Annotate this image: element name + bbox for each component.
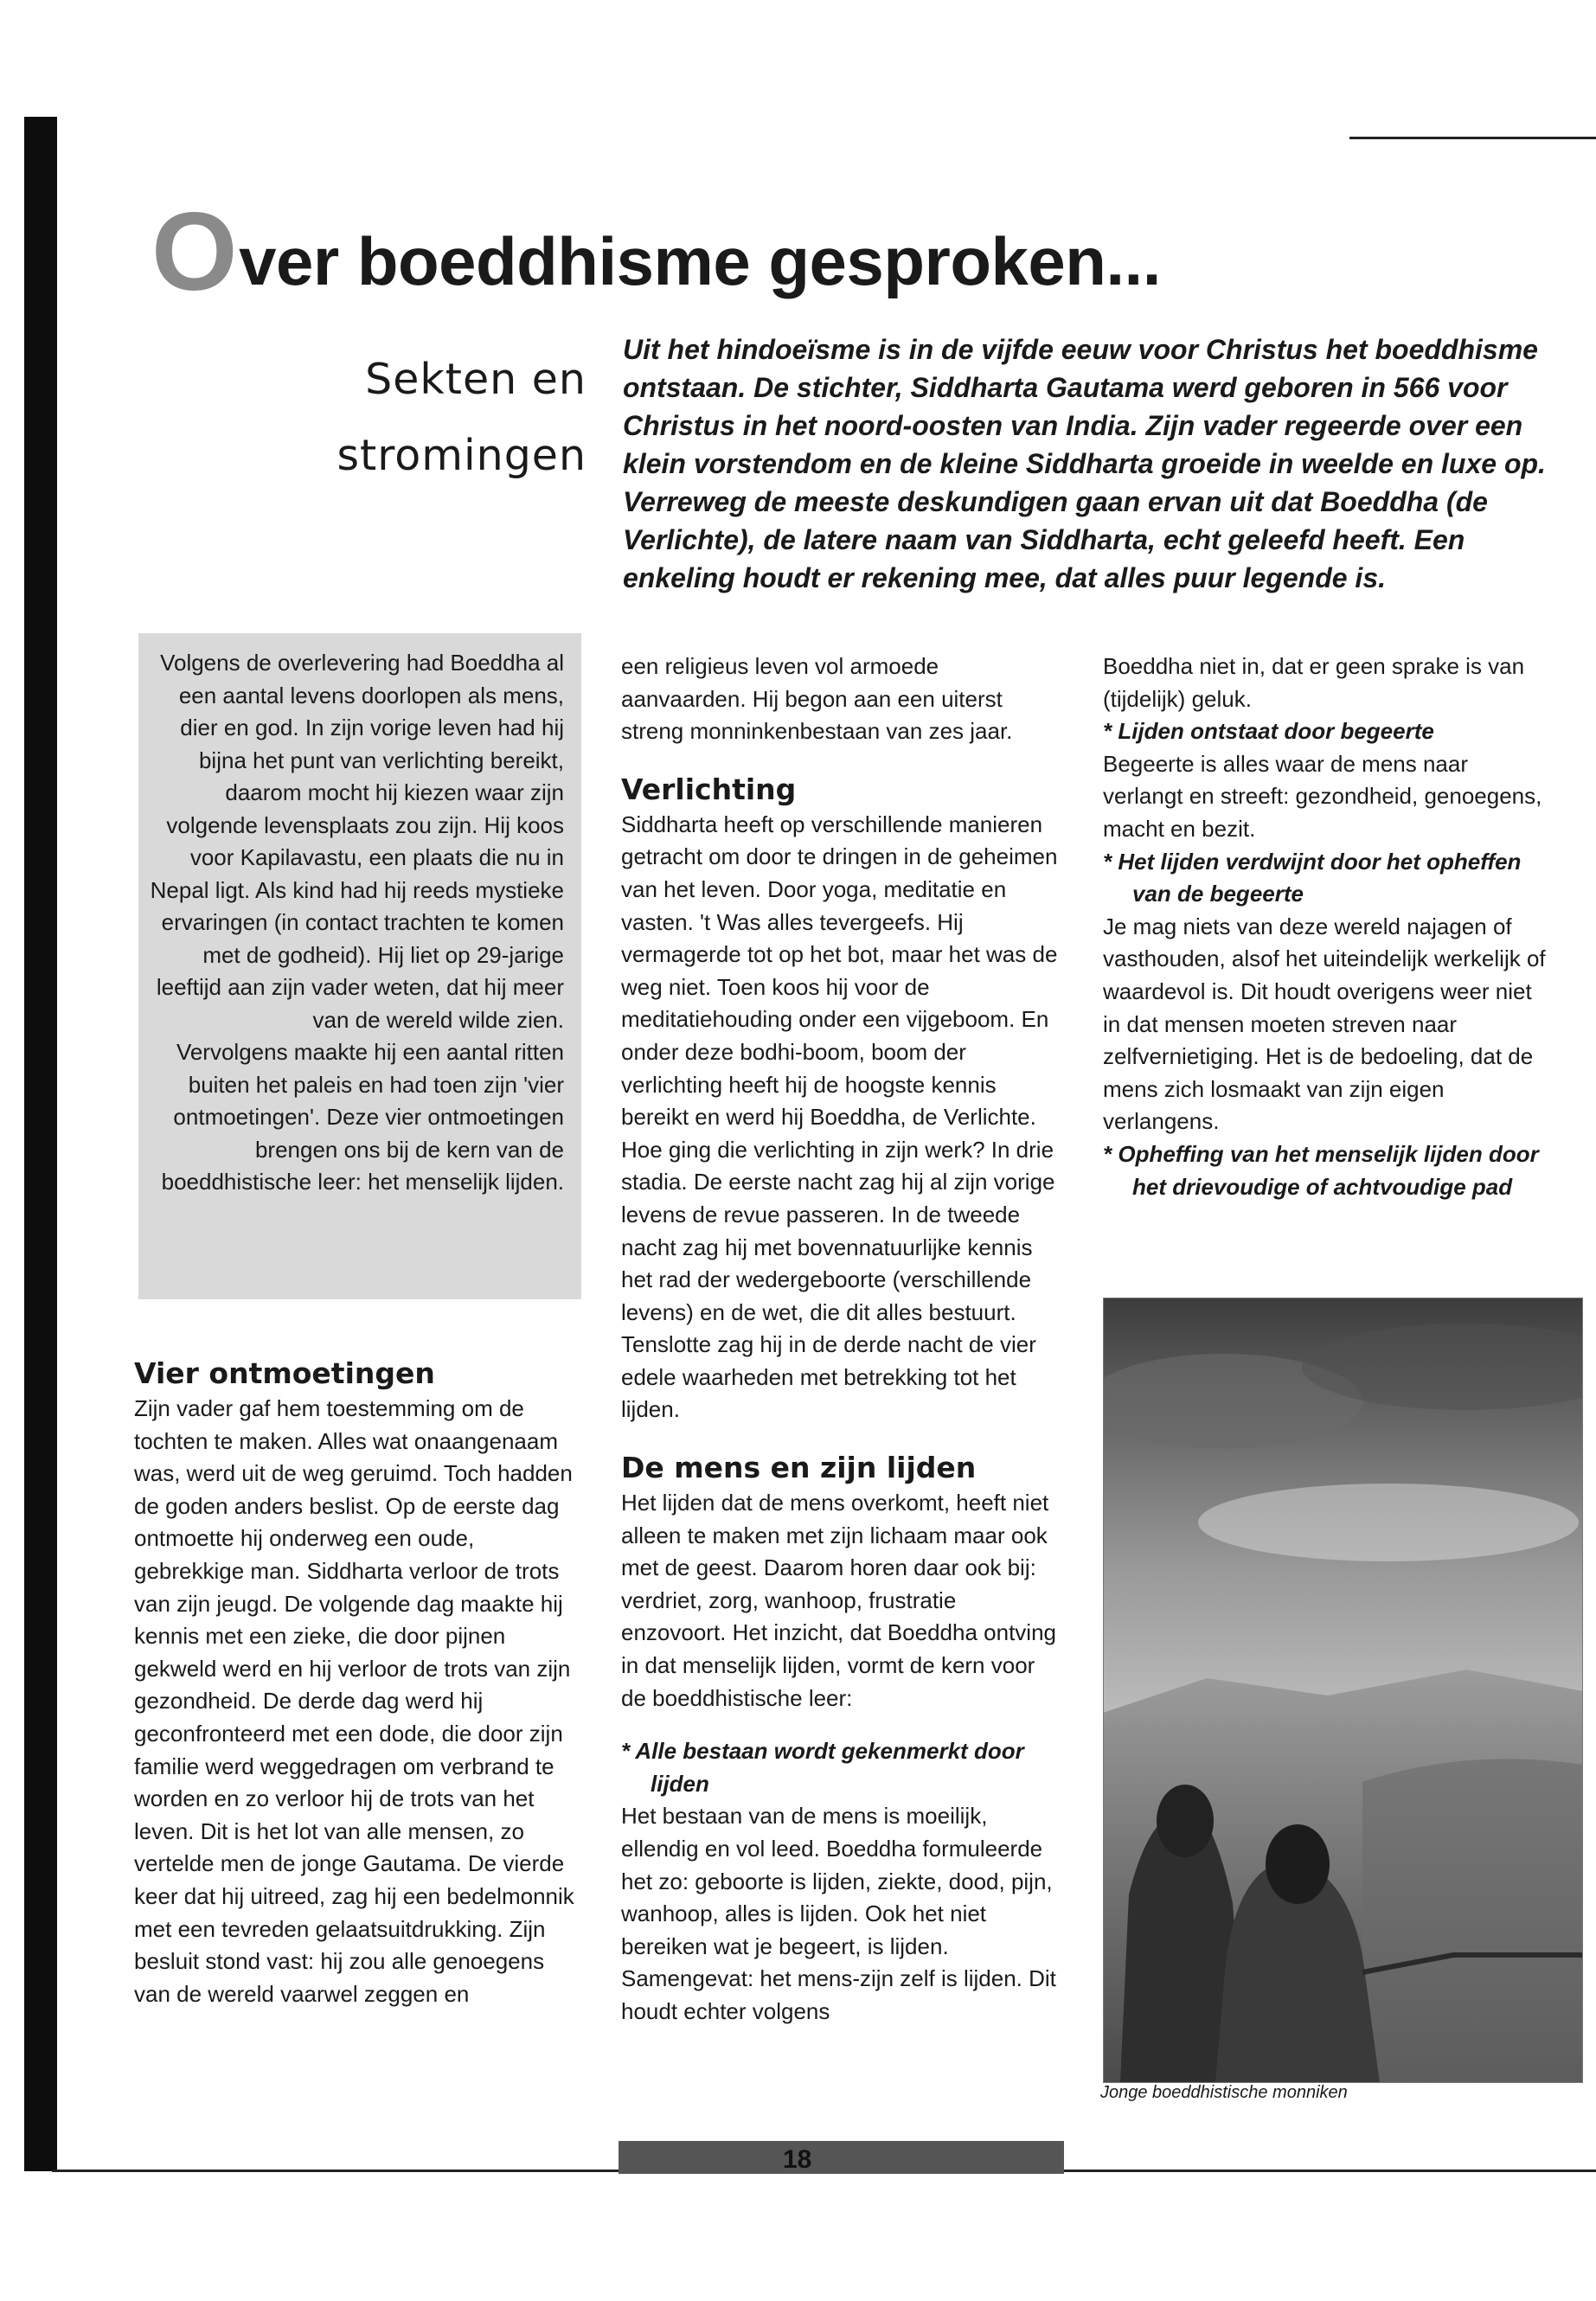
bullet-lijden-verdwijnt: * Het lijden verdwijnt door het opheffen van de begeerte — [1103, 848, 1522, 907]
heading-verlichting: Verlichting — [621, 772, 797, 806]
sidebar — [149, 647, 564, 1199]
sidebar-paragraph-2: Vervolgens maakte hij een aantal ritten buiten het paleis en had toen zijn 'vier ontmoetingen'. Deze vier ontmoetingen brengen ons bij de kern van de boeddhistische leer: het menselijk lijden. — [161, 1039, 564, 1195]
bullet-opheffing: * Opheffing van het menselijk lijden door het drievoudige of achtvoudige pad — [1103, 1140, 1539, 1200]
column-1-text: Zijn vader gaf hem toestemming om de tochten te maken. Alles wat onaangenaam was, werd uit de weg geruimd. Toch hadden de goden anders beslist. Op de eerste dag ontmoette hij onderweg een oude, gebrekkige man. Siddharta verloor de trots van zijn jeugd. De volgende dag maakte hij kennis met een zieke, die door pijnen gekweld werd en hij verloor de trots van zijn gezondheid. De derde dag werd hij geconfronteerd met een dode, die door zijn familie werd weggedragen om verbrand te worden en zo verloor hij de trots van het leven. Dit is het lot van alle mensen, zo vertelde men de jonge Gautama. De vierde keer dat hij uitreed, zag hij een bedelmonnik met een tevreden gelaatsuitdrukking. Zijn besluit stond vast: hij zou alle genoegens van de wereld vaarwel zeggen en — [134, 1395, 574, 2007]
opheffen-text: Je mag niets van deze wereld najagen of vasthouden, alsof het uiteindelijk werkelijk of waardevol is. Dit houdt overigens weer niet in dat mensen moeten streven naar zelfvernietiging. Het is de bedoeling, dat de mens zich losmaakt van zijn eigen verlangens. — [1103, 913, 1546, 1135]
sidebar-paragraph-1: Volgens de overlevering had Boeddha al een aantal levens doorlopen als mens, dier en god. In zijn vorige leven had hij bijna het punt van verlichting bereikt, daarom mocht hij kiezen waar zijn volgende levensplaats zou zijn. Hij koos voor Kapilavastu, een plaats die nu in Nepal ligt. Als kind had hij reeds mystieke ervaringen (in contact trachten te komen met de godheid). Hij liet op 29-jarige leeftijd aan zijn vader weten, dat hij meer van de wereld wilde zien. — [150, 650, 564, 1033]
page-number-bar — [619, 2141, 1064, 2174]
subtitle-line-2: stromingen — [337, 431, 586, 480]
left-margin-bar — [24, 117, 57, 2171]
verlichting-text: Siddharta heeft op verschillende manieren getracht om door te dringen in de geheimen van het leven. Door yoga, meditatie en vasten. 't Was alles tevergeefs. Hij vermagerde tot op het bot, maar het was de weg niet. Toen koos hij voor de meditatiehouding onder een vijgeboom. En onder deze bodhi-boom, boom der verlichting heeft hij de hoogste kennis bereikt en werd hij Boeddha, de Verlichte. Hoe ging die verlichting in zijn werk? In drie stadia. De eerste nacht zag hij al zijn vorige levens de revue passeren. In de tweede nacht zag hij met bovennatuurlijke kennis het rad der wedergeboorte (verschillende levens) en de wet, die dit alles bestuurt. Tenslotte zag hij in de derde nacht de vier edele waarheden met betrekking tot het lijden. — [621, 811, 1058, 1423]
title-text: ver boeddhisme gesproken... — [239, 223, 1161, 299]
bestaan-text: Het bestaan van de mens is moeilijk, ellendig en vol leed. Boeddha formuleerde het zo: geboorte is lijden, ziekte, dood, pijn, wanhoop, alles is lijden. Ook het niet bereiken wat je begeert, is lijden. Samengevat: het mens-zijn zelf is lijden. Dit houdt echter volgens — [621, 1803, 1056, 2024]
column-3 — [1103, 651, 1553, 1203]
column-1 — [134, 1355, 575, 2010]
bullet-alle-bestaan: * Alle bestaan wordt gekenmerkt door lijden — [621, 1738, 1024, 1797]
column-2 — [621, 651, 1062, 2029]
page-number: 18 — [783, 2145, 812, 2174]
heading-vier-ontmoetingen: Vier ontmoetingen — [134, 1356, 435, 1390]
title-initial: O — [151, 190, 238, 314]
subtitle — [260, 342, 586, 494]
heading-mens-en-lijden: De mens en zijn lijden — [621, 1451, 977, 1485]
monks-photo — [1103, 1298, 1583, 2083]
top-rule — [1349, 137, 1596, 139]
subtitle-line-1: Sekten en — [365, 355, 586, 404]
page-title — [151, 189, 1161, 316]
begeerte-text: Begeerte is alles waar de mens naar verlangt en streeft: gezondheid, genoegens, macht en bezit. — [1103, 750, 1542, 842]
lijden-text: Het lijden dat de mens overkomt, heeft niet alleen te maken met zijn lichaam maar ook met de geest. Daarom horen daar ook bij: verdriet, zorg, wanhoop, frustratie enzovoort. Het inzicht, dat Boeddha ontving in dat menselijk lijden, vormt de kern voor de boeddhistische leer: — [621, 1490, 1056, 1711]
bullet-lijden-begeerte: * Lijden ontstaat door begeerte — [1103, 718, 1434, 745]
photo-caption: Jonge boeddhistische monniken — [1100, 2083, 1348, 2102]
column-2-text-top: een religieus leven vol armoede aanvaarden. Hij begon aan een uiterst streng monninkenbestaan van zes jaar. — [621, 653, 1013, 745]
intro-paragraph: Uit het hindoeïsme is in de vijfde eeuw voor Christus het boeddhisme ontstaan. De stichter, Siddharta Gautama werd geboren in 566 voor Christus in het noord-oosten van India. Zijn vader regeerde over een klein vorstendom en de kleine Siddharta groeide in weelde en luxe op. Verreweg de meeste deskundigen gaan ervan uit dat Boeddha (de Verlichte), de latere naam van Siddharta, echt geleefd heeft. Een enkeling houdt er rekening mee, dat alles puur legende is. — [623, 334, 1546, 593]
column-3-text-top: Boeddha niet in, dat er geen sprake is van (tijdelijk) geluk. — [1103, 653, 1525, 712]
